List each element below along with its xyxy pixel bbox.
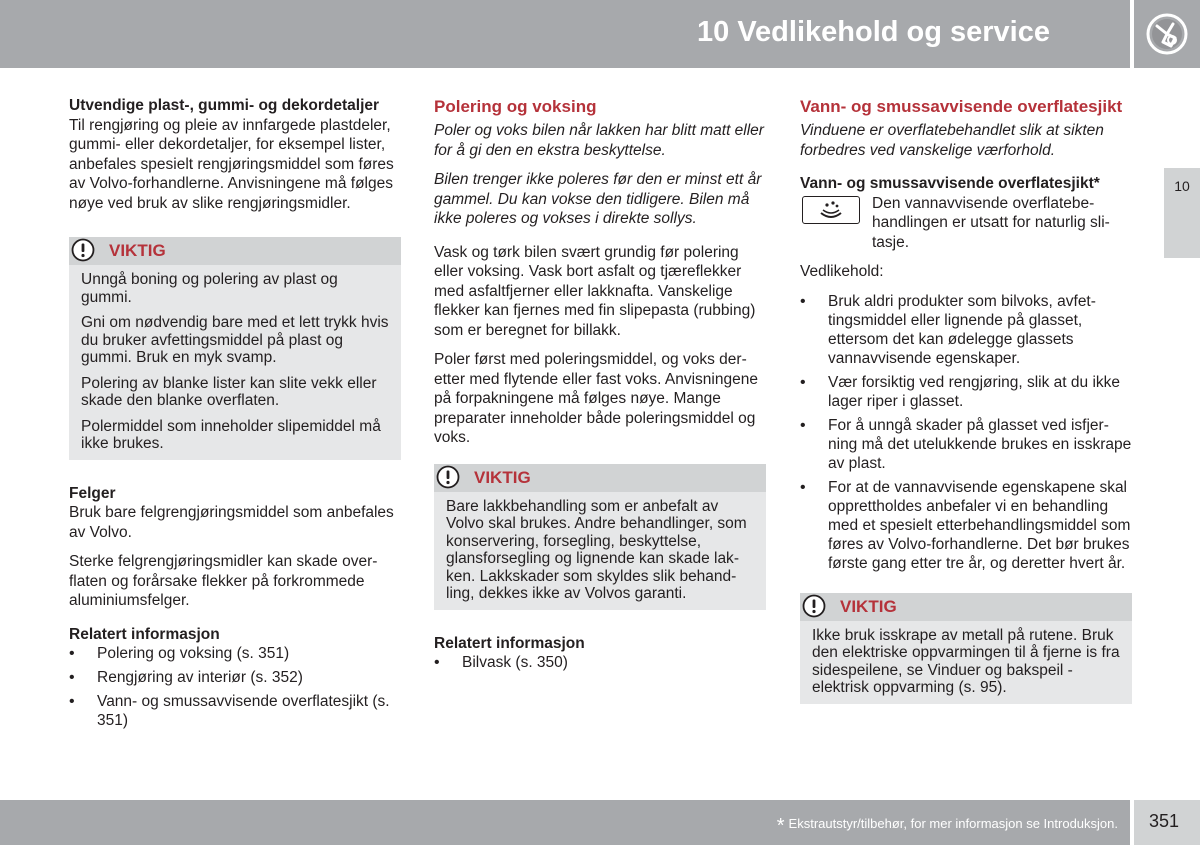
section-heading-rims: Felger: [69, 484, 116, 502]
maintenance-label: Vedlikehold:: [800, 263, 884, 280]
exclamation-icon: [436, 465, 460, 489]
chapter-tab: [1164, 168, 1200, 258]
coating-icon-text: Den vannavvisende overflatebehandlingen er utsatt for naturlig slitasje.: [872, 194, 1110, 251]
section-heading-coating: Vann- og smussavvisende overflatesjikt: [800, 97, 1123, 116]
exclamation-icon: [71, 238, 95, 262]
related-link[interactable]: • Vann- og smussavvisende overflatesjikt (s. 351): [69, 692, 401, 730]
column-2: [434, 96, 766, 682]
coating-intro: Vinduene er overflatebehandlet slik at sikten forbedres ved vanskelige værforhold.: [800, 122, 1104, 159]
rims-paragraph-1: Bruk bare felgrengjøringsmiddel som anbefales av Volvo.: [69, 504, 394, 541]
list-item: • Bruk aldri produkter som bilvoks, avfettingsmiddel eller lignende på glasset, ettersom det kan ødelegge glassets vannavvisende egenskaper.: [800, 292, 1132, 368]
warning-body: [800, 621, 1132, 704]
polishing-paragraph-1: Vask og tørk bilen svært grundig før polering eller voksing. Vask bort asfalt og tjæreflekker med asfaltfjerner eller lakknafta. Vanskelige flekker kan fjernes med fin slipepasta (rubbing) som er beregnet for billakk.: [434, 243, 756, 339]
exclamation-icon: [802, 594, 826, 618]
warning-line: Polermiddel som inneholder slipemiddel må ikke brukes.: [81, 417, 381, 452]
column-1: [69, 96, 401, 740]
maintenance-list: [800, 292, 1132, 573]
warning-header: [434, 464, 766, 492]
header-bar: [0, 0, 1130, 68]
related-info-list: [434, 653, 766, 672]
coating-icon-paragraph: [800, 194, 1132, 253]
water-repellent-icon: [802, 196, 860, 224]
list-item: • For å unngå skader på glasset ved isfjerning må det utelukkende brukes en isskrape av plast.: [800, 416, 1132, 473]
section-heading-plastic: Utvendige plast-, gummi- og dekordetaljer: [69, 97, 380, 114]
warning-box-paint: [434, 464, 766, 610]
section-body-plastic: Til rengjøring og pleie av innfargede plastdeler, gummi- eller dekordetaljer, for eksempel lister, anbefales spesielt rengjøringsmiddel som føres av Volvo-forhandlerne. Anvisningene må følges nøye ved bruk av slike rengjøringsmidler.: [69, 116, 394, 212]
header-icon-box: [1134, 0, 1200, 68]
footer-bar: [0, 800, 1130, 845]
warning-header: [800, 593, 1132, 621]
list-item: • For at de vannavvisende egenskapene skal opprettholdes anbefaler vi en behandling med et spesielt etterbehandlingsmiddel som føres av Volvo-forhandlerne. Det bør brukes første gang etter tre år, og deretter hvert år.: [800, 478, 1132, 573]
warning-body: [69, 265, 401, 460]
chapter-tab-label: 10: [1174, 178, 1190, 194]
warning-label: VIKTIG: [474, 467, 531, 487]
warning-text: Bare lakkbehandling som er anbefalt av Volvo skal brukes. Andre behandlinger, som konservering, forsegling, beskyttelse, glansforsegling og lignende kan skade lakken. Lakkskader som skyldes slik behandling, dekkes ikke av Volvos garanti.: [446, 497, 747, 602]
coating-sub-heading: Vann- og smussavvisende overflatesjikt*: [800, 175, 1100, 192]
warning-header: [69, 237, 401, 265]
rims-paragraph-2: Sterke felgrengjøringsmidler kan skade overflaten og forårsake flekker på forkrommede aluminiumsfelger.: [69, 553, 378, 609]
related-info-heading: Relatert informasjon: [434, 634, 585, 652]
warning-label: VIKTIG: [840, 596, 897, 616]
warning-line: Gni om nødvendig bare med et lett trykk hvis du bruker avfettingsmiddel på plast og gummi. Bruk en myk svamp.: [81, 314, 389, 366]
footnote-star: *: [776, 815, 785, 837]
related-info-heading: Relatert informasjon: [69, 625, 220, 643]
warning-box-ice: [800, 593, 1132, 704]
section-heading-polishing: Polering og voksing: [434, 97, 597, 116]
polishing-intro-2: Bilen trenger ikke poleres før den er minst ett år gammel. Du kan vokse den tidligere. Bilen må ikke poleres og vokses i direkte sollys.: [434, 171, 762, 227]
warning-line: Polering av blanke lister kan slite vekk eller skade den blanke overflaten.: [81, 374, 377, 409]
warning-label: VIKTIG: [109, 241, 166, 260]
footnote: [777, 815, 1118, 838]
warning-text: Ikke bruk isskrape av metall på rutene. Bruk den elektriske oppvarmingen til å fjerne is fra sidespeilene, se Vinduer og bakspeil - elektrisk oppvarming (s. 95).: [812, 626, 1120, 696]
wrench-gear-icon: [1145, 12, 1189, 56]
warning-body: [434, 492, 766, 610]
related-link[interactable]: • Rengjøring av interiør (s. 352): [69, 668, 401, 687]
related-link[interactable]: • Polering og voksing (s. 351): [69, 644, 401, 663]
polishing-intro-1: Poler og voks bilen når lakken har blitt matt eller for å gi den en ekstra beskyttelse.: [434, 122, 764, 159]
page-number: 351: [1149, 811, 1180, 831]
footnote-text: Ekstrautstyr/tilbehør, for mer informasjon se Introduksjon.: [788, 816, 1118, 831]
warning-line: Unngå boning og polering av plast og gummi.: [81, 271, 338, 306]
related-info-list: [69, 644, 401, 730]
page-number-box: [1134, 800, 1200, 845]
polishing-paragraph-2: Poler først med poleringsmiddel, og voks deretter med flytende eller fast voks. Anvisningene på forpakningene må følges nøye. Mange preparater inneholder både poleringsmiddel og voks.: [434, 351, 758, 446]
column-3: [800, 96, 1132, 728]
warning-box-plastic: [69, 237, 401, 460]
list-item: • Vær forsiktig ved rengjøring, slik at du ikke lager riper i glasset.: [800, 373, 1132, 411]
page-title: 10 Vedlikehold og service: [697, 16, 1050, 48]
related-link[interactable]: • Bilvask (s. 350): [434, 653, 766, 672]
